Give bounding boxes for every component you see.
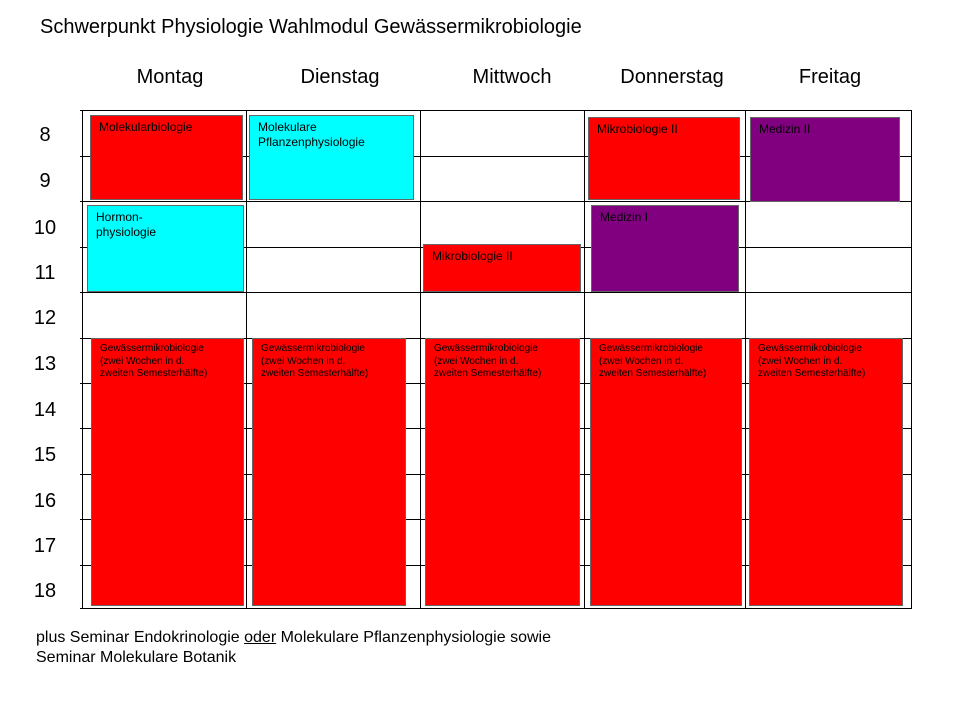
block-gewaessermikrobiologie-donnerstag[interactable] <box>590 338 742 606</box>
block-label: Gewässermikrobiologie <box>599 343 703 354</box>
grid-line <box>246 110 247 608</box>
grid-line <box>80 608 912 609</box>
block-label: Hormon- <box>96 210 143 224</box>
grid-line <box>420 110 421 608</box>
hour-label: 18 <box>33 580 57 602</box>
grid-line <box>745 110 746 608</box>
block-label: Gewässermikrobiologie <box>100 343 204 354</box>
block-label: Mikrobiologie II <box>432 249 513 263</box>
block-label: Gewässermikrobiologie <box>261 343 365 354</box>
block-medizin-i[interactable] <box>591 205 739 292</box>
block-molekularbiologie[interactable] <box>90 115 243 200</box>
hour-label: 13 <box>33 353 57 375</box>
block-medizin-ii[interactable] <box>750 117 900 202</box>
day-header-freitag: Freitag <box>798 66 862 88</box>
block-label: (zwei Wochen in d. <box>758 355 843 367</box>
block-gewaessermikrobiologie-mittwoch[interactable] <box>425 338 580 606</box>
block-label: physiologie <box>96 225 157 239</box>
hour-label: 11 <box>34 262 56 284</box>
footer-underlined-word: oder <box>244 629 277 646</box>
footer-line-2: Seminar Molekulare Botanik <box>36 649 237 666</box>
hour-label: 17 <box>33 535 57 557</box>
block-mikrobiologie-ii-mittwoch[interactable] <box>423 244 581 292</box>
hour-label: 10 <box>33 217 57 239</box>
day-header-dienstag: Dienstag <box>300 66 380 88</box>
block-label: zweiten Semesterhälfte) <box>434 368 542 379</box>
page-title: Schwerpunkt Physiologie Wahlmodul Gewässermikrobiologie <box>40 16 582 38</box>
block-gewaessermikrobiologie-dienstag[interactable] <box>252 338 406 606</box>
block-label: zweiten Semesterhälfte) <box>100 368 208 379</box>
grid-line <box>584 110 585 608</box>
block-label: (zwei Wochen in d. <box>100 355 185 367</box>
day-header-donnerstag: Donnerstag <box>620 66 724 88</box>
grid-line <box>80 110 912 111</box>
grid-line <box>80 292 912 293</box>
block-mikrobiologie-ii-donnerstag[interactable] <box>588 117 740 200</box>
block-label: zweiten Semesterhälfte) <box>599 368 707 379</box>
block-label: Pflanzenphysiologie <box>258 135 365 149</box>
block-label: Molekulare <box>258 120 317 134</box>
hour-label: 16 <box>33 490 57 512</box>
block-label: (zwei Wochen in d. <box>434 355 519 367</box>
block-label: Medizin II <box>759 122 811 136</box>
block-label: Molekularbiologie <box>99 120 193 134</box>
block-label: zweiten Semesterhälfte) <box>758 368 866 379</box>
grid-line <box>82 110 83 608</box>
block-label: zweiten Semesterhälfte) <box>261 368 369 379</box>
block-label: (zwei Wochen in d. <box>599 355 684 367</box>
block-label: (zwei Wochen in d. <box>261 355 346 367</box>
footer-note <box>36 628 551 668</box>
day-header-mittwoch: Mittwoch <box>472 66 552 88</box>
hour-label: 9 <box>39 170 51 192</box>
block-hormonphysiologie[interactable] <box>87 205 244 292</box>
day-header-montag: Montag <box>136 66 204 88</box>
hour-label: 12 <box>33 307 57 329</box>
block-gewaessermikrobiologie-freitag[interactable] <box>749 338 903 606</box>
footer-text: plus Seminar Endokrinologie <box>36 629 245 646</box>
block-label: Gewässermikrobiologie <box>758 343 862 354</box>
footer-line-1 <box>36 628 551 648</box>
hour-label: 8 <box>39 124 51 146</box>
hour-label: 15 <box>33 444 57 466</box>
block-label: Mikrobiologie II <box>597 122 678 136</box>
hour-label: 14 <box>33 399 57 421</box>
block-label: Gewässermikrobiologie <box>434 343 538 354</box>
footer-text: Molekulare Pflanzenphysiologie sowie <box>276 629 551 646</box>
grid-line <box>911 110 912 608</box>
block-molekulare-pflanzenphysiologie[interactable] <box>249 115 414 200</box>
block-label: Medizin I <box>600 210 649 224</box>
block-gewaessermikrobiologie-montag[interactable] <box>91 338 244 606</box>
